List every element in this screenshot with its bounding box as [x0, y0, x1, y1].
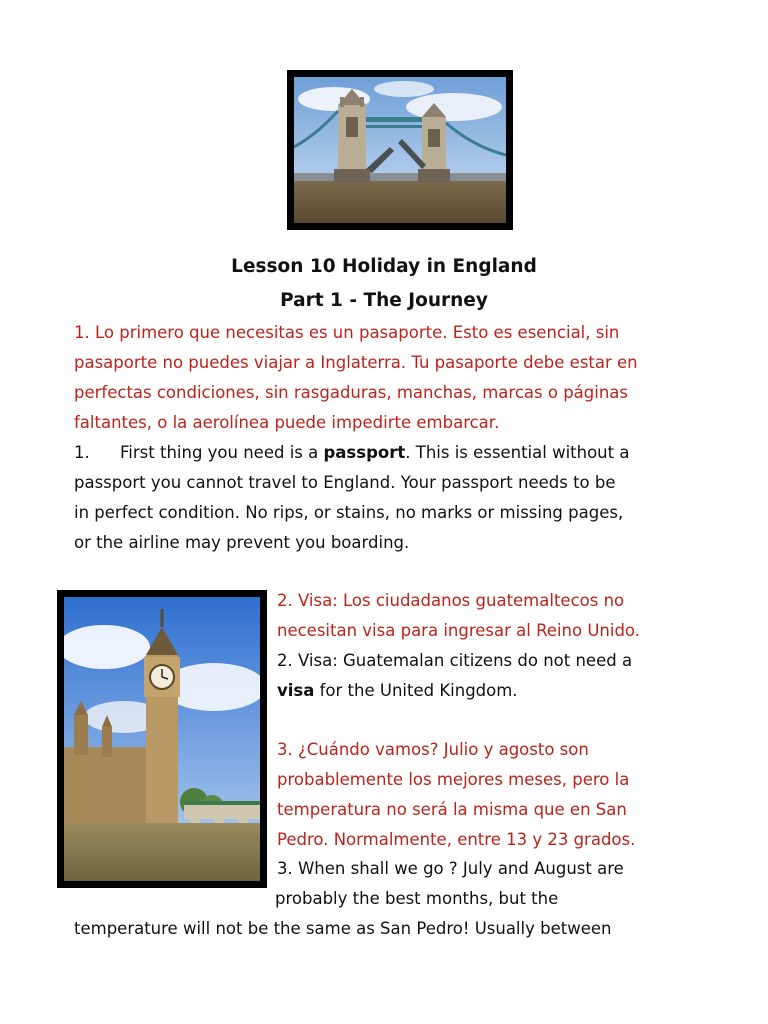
tower-bridge-image: [294, 77, 506, 223]
section1-spanish-line: pasaporte no puedes viajar a Inglaterra. Tu pasaporte debe estar en: [74, 353, 638, 372]
section1-spanish-line: 1. Lo primero que necesitas es un pasaporte. Esto es esencial, sin: [74, 323, 620, 342]
section3-english-line: temperature will not be the same as San Pedro! Usually between: [74, 919, 612, 938]
visa-keyword: visa: [277, 681, 315, 700]
section1-spanish-line: faltantes, o la aerolínea puede impedirte embarcar.: [74, 413, 500, 432]
section3-spanish-line: Pedro. Normalmente, entre 13 y 23 grados.: [277, 830, 636, 849]
section3-spanish-line: probablemente los mejores meses, pero la: [277, 770, 630, 789]
part-title: Part 1 - The Journey: [280, 290, 488, 311]
section1-english-line: passport you cannot travel to England. Your passport needs to be: [74, 473, 616, 492]
section1-spanish-line: perfectas condiciones, sin rasgaduras, manchas, marcas o páginas: [74, 383, 629, 402]
passport-keyword: passport: [323, 443, 406, 462]
section2-spanish-line: 2. Visa: Los ciudadanos guatemaltecos no: [277, 591, 625, 610]
lesson-title: Lesson 10 Holiday in England: [231, 256, 537, 277]
section2-english-line: 2. Visa: Guatemalan citizens do not need a: [277, 651, 633, 670]
section1-english-line: or the airline may prevent you boarding.: [74, 533, 410, 552]
section1-number: 1.: [74, 443, 90, 462]
section3-spanish-line: temperatura no será la misma que en San: [277, 800, 627, 819]
big-ben-photo: [57, 590, 267, 888]
section1-english-post: . This is essential without a: [405, 443, 630, 462]
section2-spanish-line: necesitan visa para ingresar al Reino Unido.: [277, 621, 640, 640]
section1-english-line: [74, 438, 629, 468]
tower-bridge-photo: [287, 70, 513, 230]
section3-english-line: probably the best months, but the: [275, 889, 559, 908]
section3-spanish-line: 3. ¿Cuándo vamos? Julio y agosto son: [277, 740, 589, 759]
section1-english-pre: First thing you need is a: [120, 443, 324, 462]
section2-english-post: for the United Kingdom.: [314, 681, 518, 700]
section2-english-line: [277, 676, 518, 706]
big-ben-image: [64, 597, 260, 881]
section1-english-line: in perfect condition. No rips, or stains, no marks or missing pages,: [74, 503, 624, 522]
section3-english-line: 3. When shall we go ? July and August are: [277, 859, 624, 878]
